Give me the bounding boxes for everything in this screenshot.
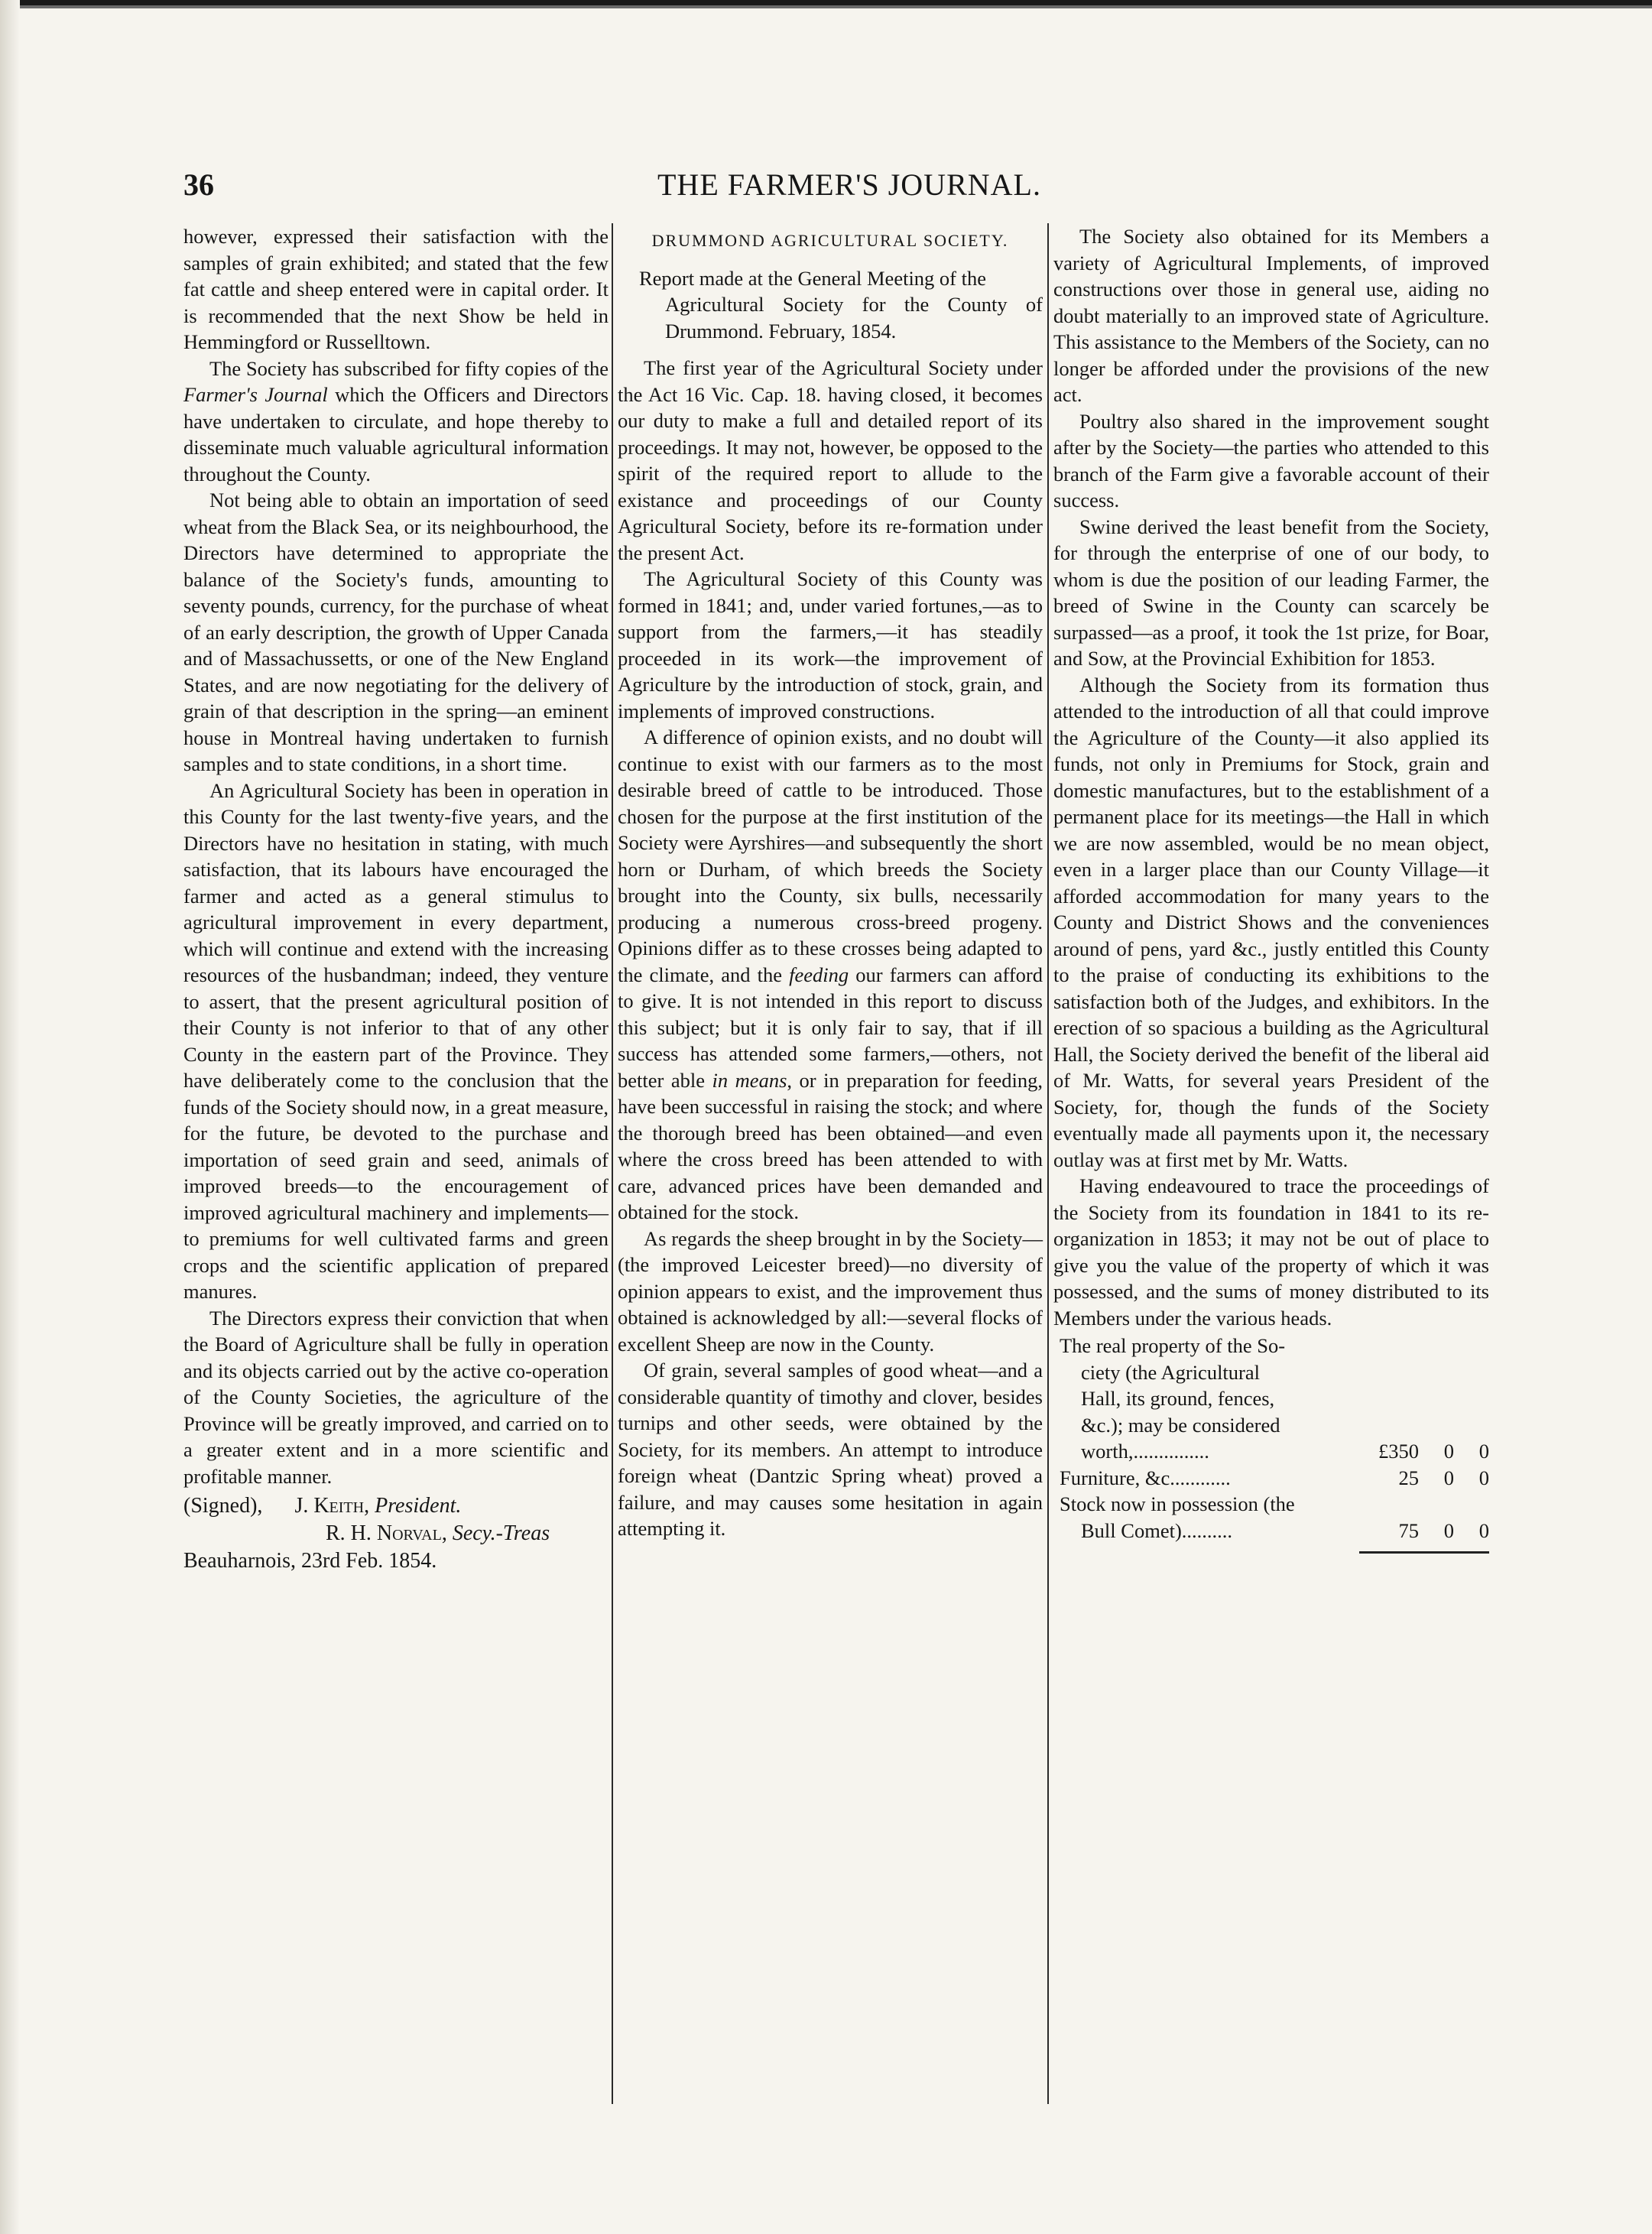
total-rule [1359, 1551, 1489, 1554]
item-label: Furniture, &c............ [1060, 1466, 1231, 1489]
intro-line: Agricultural Society for the County of Drummond. February, 1854. [665, 293, 1043, 343]
signature-secretary [183, 1520, 609, 1547]
property-amount: £350 [1378, 1440, 1419, 1463]
column-divider-1 [612, 223, 613, 2104]
column-divider-2 [1047, 223, 1049, 2104]
property-shillings: 0 [1443, 1440, 1454, 1463]
paragraph [618, 724, 1043, 1226]
italic-word: in means [712, 1068, 787, 1092]
paragraph: The Agricultural Society of this County was formed in 1841; and, under varied fortunes,—as to support from the farmers,—it has steadily proceeded in its work—the improvement of Agriculture by the introduction of stock, grain, and implements of improved constructions. [618, 567, 1043, 722]
signed-label: (Signed), [183, 1494, 263, 1518]
column-3 [1053, 223, 1489, 1554]
paragraph [183, 356, 609, 488]
column-2 [618, 223, 1043, 1542]
property-amount: 25 [1398, 1466, 1419, 1489]
journal-title: THE FARMER'S JOURNAL. [657, 167, 1041, 202]
property-item [1053, 1333, 1304, 1465]
report-intro [618, 265, 1043, 345]
signature-president [183, 1492, 609, 1520]
paragraph: The Directors express their conviction that when the Board of Agriculture shall be fully in operation and its objects carried out by the active co-operation of the County Societies, the agriculture of the Province will be greatly improved, and carried on to a greater extent and in a more scientific and profitable manner. [183, 1306, 609, 1488]
table-row [1053, 1465, 1489, 1492]
place-date: Beauharnois, 23rd Feb. 1854. [183, 1549, 437, 1573]
secretary-title: Secy.-Treas [452, 1521, 550, 1545]
table-row [1053, 1491, 1489, 1544]
paragraph: Not being able to obtain an importation of seed wheat from the Black Sea, or its neighbourhood, the Directors have determined to appropriate the balance of the Society's funds, amounting to seventy pounds, currency, for the purchase of wheat of an early description, the growth of Upper Canada and of Massachussetts, or one of the New England States, and are now negotiating for the delivery of grain of that description in the spring—an eminent house in Montreal having undertaken to furnish samples and to state conditions, in a short time. [183, 489, 609, 775]
intro-line: Report made at the General Meeting of the [639, 266, 987, 290]
item-label: Stock now in possession (the [1060, 1492, 1295, 1515]
property-pence: 0 [1478, 1518, 1489, 1542]
president-name: J. Keith, [294, 1494, 370, 1518]
page-number: 36 [183, 167, 214, 202]
paragraph: An Agricultural Society has been in operation in this County for the last twenty-five years, and the Directors have no hesitation in stating, with much satisfaction, that its labours have encouraged the farmer and acted as a general stimulus to agricultural improvement in every department, which will continue and extend with the increasing resources of the husbandman; indeed, they venture to assert, that the present agricultural position of their County is not inferior to that of any other County in the eastern part of the Province. They have deliberately come to the conclusion that the funds of the Society should now, in a great measure, for the future, be devoted to the purchase and importation of seed grain and seed, animals of improved breeds—to the encouragement of improved agricultural machinery and implements— to premiums for well cultivated farms and green crops and the scientific application of prepared manures. [183, 778, 609, 1303]
signature-block [183, 1492, 609, 1575]
property-table [1053, 1333, 1489, 1544]
section-heading: DRUMMOND AGRICULTURAL SOCIETY. [651, 231, 1009, 250]
italic-word: feeding [789, 963, 849, 986]
paragraph: Poultry also shared in the improvement sought after by the Society—the parties who attended to this branch of the Farm give a favorable account of their success. [1053, 409, 1489, 511]
journal-name-italic: Farmer's Journal [183, 383, 328, 406]
property-shillings: 0 [1443, 1466, 1454, 1489]
paragraph: however, expressed their satisfaction with the samples of grain exhibited; and stated that the few fat cattle and sheep entered were in capital order. It is recommended that the next Show be held in Hemmingford or Russelltown. [183, 225, 609, 353]
paragraph: Although the Society from its formation thus attended to the introduction of all that could improve the Agriculture of the County—it also applied its funds, not only in Premiums for Stock, grain and domestic manufactures, but to the establishment of a permanent place for its meetings—the Hall in which we are now assembled, would be no mean object, even in a larger place than our County Village—it afforded accommodation for many years to the County and District Shows and the conveniences around of pens, yard &c., justly entitled this County to the praise of conducting its exhibitions to the satisfaction both of the Judges, and exhibitors. In the erection of so spacious a building as the Agricultural Hall, the Society derived the benefit of the liberal aid of Mr. Watts, for several years President of the Society, for, though the funds of the Society eventually made all payments upon it, the necessary outlay was at first met by Mr. Watts. [1053, 673, 1489, 1171]
column-1 [183, 223, 609, 1575]
paragraph: As regards the sheep brought in by the Society—(the improved Leicester breed)—no diversity of opinion appears to exist, and the improvement thus obtained is acknowledged by all:—several flocks of excellent Sheep are now in the County. [618, 1226, 1043, 1356]
item-sub: ciety (the Agricultural Hall, its ground, fences, &c.); may be considered worth,............... [1081, 1360, 1280, 1463]
page-edge-shadow [0, 0, 20, 2234]
item-sub: Bull Comet).......... [1081, 1518, 1233, 1542]
paragraph: Of grain, several samples of good wheat—and a considerable quantity of timothy and clover, besides turnips and other seeds, were obtained by the Society, for its members. An attempt to introduce foreign wheat (Dantzic Spring wheat) proved a failure, and may causes some hesitation in again attempting it. [618, 1359, 1043, 1540]
item-label: The real property of the So- [1060, 1334, 1286, 1357]
paragraph: Having endeavoured to trace the proceedings of the Society from its foundation in 1841 to its re-organization in 1853; it may not be out of place to give you the value of the property of which it was possessed, and the sums of money distributed to its Members under the various heads. [1053, 1174, 1489, 1330]
property-amount: 75 [1398, 1518, 1419, 1542]
property-item [1053, 1465, 1304, 1492]
property-shillings: 0 [1443, 1518, 1454, 1542]
property-pence: 0 [1478, 1466, 1489, 1489]
page-header [183, 162, 1483, 216]
property-pence: 0 [1478, 1440, 1489, 1463]
top-border-rule [0, 0, 1652, 17]
paragraph: Swine derived the least benefit from the Society, for through the enterprise of one of our body, to whom is due the position of our leading Farmer, the breed of Swine in the County can scarcely be surpassed—as a proof, it took the 1st prize, for Boar, and Sow, at the Provincial Exhibition for 1853. [1053, 515, 1489, 670]
text-run: , or in preparation for feeding, have been successful in raising the stock; and where the thorough breed has been obtained—and even where the cross breed has been attended to with care, advanced prices have been demanded and obtained for the stock. [618, 1068, 1043, 1223]
text-run: our farmers can afford to give. It is not intended in this report to discuss this subject; but it is only fair to say, that if ill success has attended some farmers,—others, not better able [618, 963, 1043, 1092]
table-row [1053, 1333, 1489, 1465]
text-run: which the Officers and Directors have undertaken to circulate, and hope thereby to disseminate much valuable agricultural information throughout the County. [183, 383, 609, 485]
secretary-name: R. H. Norval, [326, 1521, 447, 1545]
property-item [1053, 1491, 1304, 1544]
text-run: A difference of opinion exists, and no doubt will continue to exist with our farmers as to the most desirable breed of cattle to be introduced. Those chosen for the purpose at the first institution of the Society were Ayrshires—and subsequently the short horn or Durham, of which breeds the Society brought into the County, six bulls, necessarily producing a numerous cross-breed progeny. Opinions differ as to these crosses being adapted to the climate, and the [618, 726, 1043, 986]
paragraph: The first year of the Agricultural Society under the Act 16 Vic. Cap. 18. having closed, it becomes our duty to make a full and detailed report of its proceedings. It may not, however, be opposed to the spirit of the required report to allude to the existance and proceedings of our County Agricultural Society, before its re-formation under the present Act. [618, 356, 1043, 564]
text-run: The Society has subscribed for fifty copies of the [209, 356, 609, 380]
paragraph: The Society also obtained for its Members a variety of Agricultural Implements, of improved constructions over those in general use, aiding no doubt materially to an improved state of Agriculture. This assistance to the Members of the Society, can no longer be afforded under the provisions of the new act. [1053, 225, 1489, 406]
president-title: President. [375, 1494, 462, 1518]
